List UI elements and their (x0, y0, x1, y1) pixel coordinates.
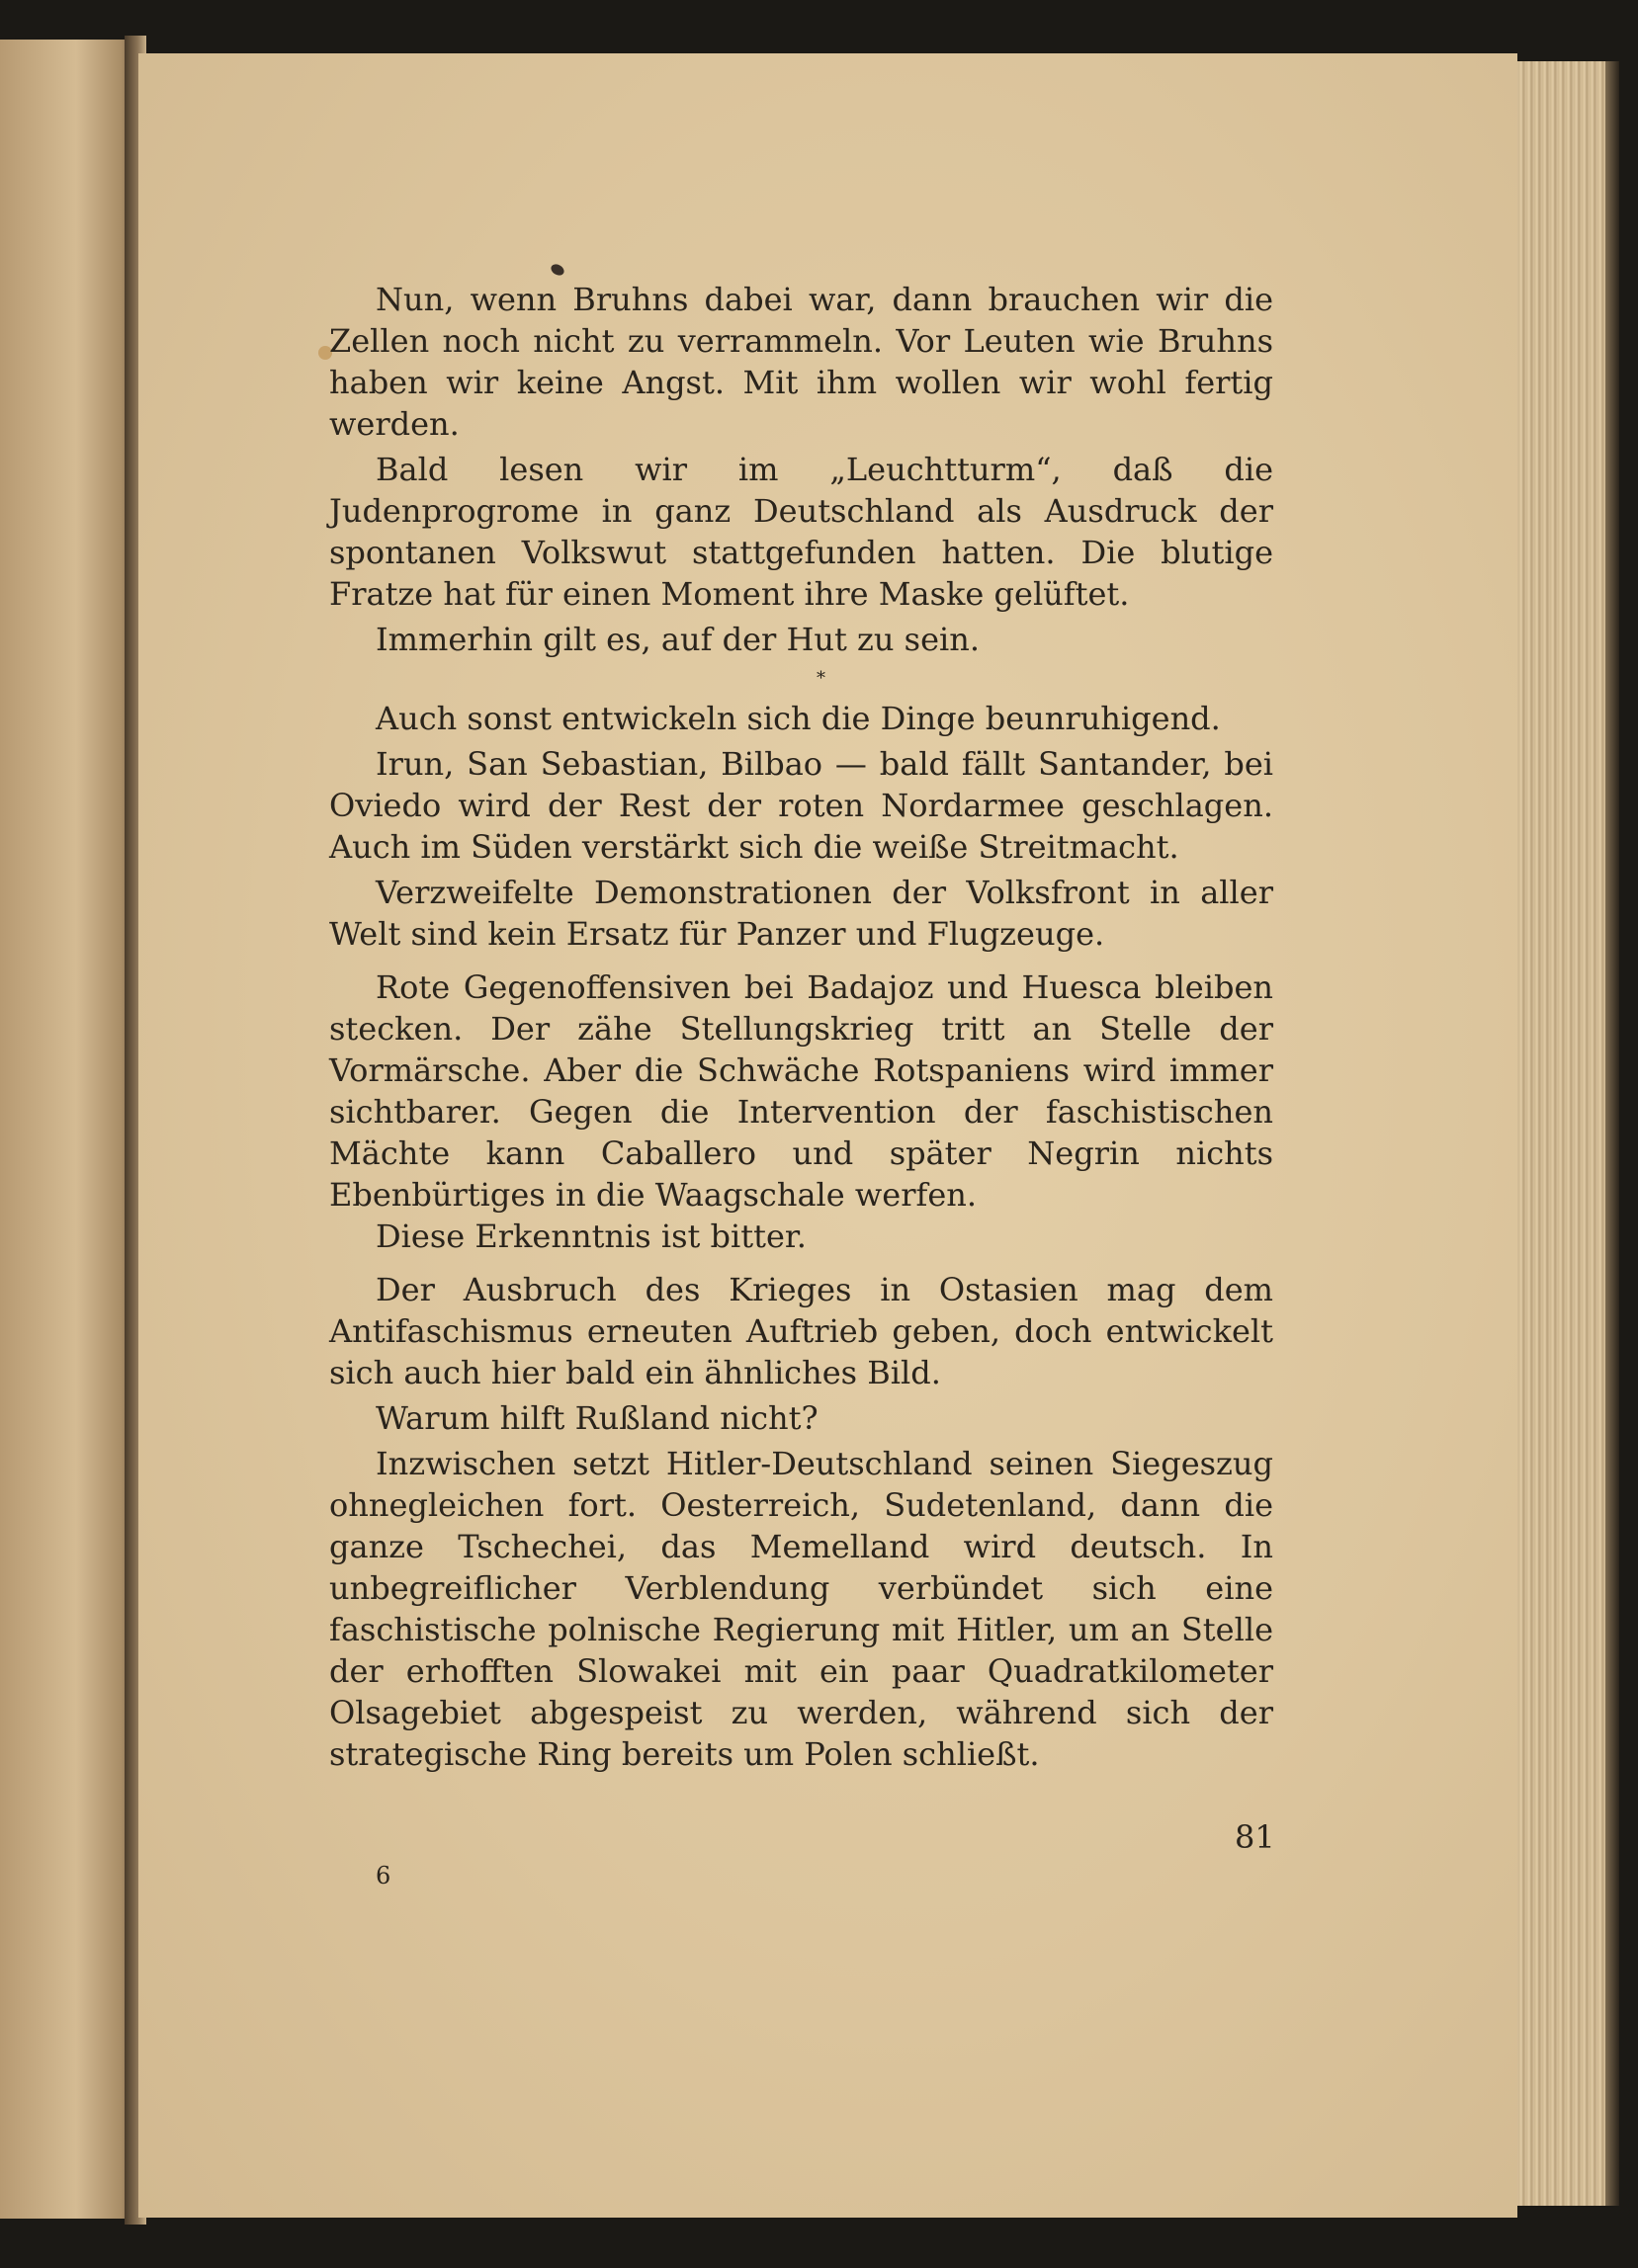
paragraph: Nun, wenn Bruhns dabei war, dann brauchen wir die Zellen noch nicht zu verrammeln. Vor Leuten wie Bruhns haben wir keine Angst. Mit ihm wollen wir wohl fertig werden. (329, 281, 1273, 443)
page-number: 81 (1235, 1818, 1275, 1856)
paragraph: Immerhin gilt es, auf der Hut zu sein. (376, 621, 981, 658)
left-page-edge (0, 40, 138, 2219)
signature-mark: 6 (376, 1862, 391, 1890)
paragraph: Diese Erkenntnis ist bitter. (376, 1218, 807, 1255)
paragraph: Bald lesen wir im „Leuchtturm“, daß die Judenprogrome in ganz Deutschland als Ausdruck der spontanen Volkswut stattgefunden hatten. Die blutige Fratze hat für einen Moment ihre Maske gelüftet. (329, 451, 1273, 613)
paragraph: Der Ausbruch des Krieges in Ostasien mag dem Antifaschismus erneuten Auftrieb geben, doch entwickelt sich auch hier bald ein ähnliches Bild. (329, 1271, 1273, 1391)
paragraph: Warum hilft Rußland nicht? (376, 1399, 819, 1437)
section-separator: * (817, 668, 825, 689)
page-stack-edges (1510, 61, 1619, 2206)
paragraph: Rote Gegenoffensiven bei Badajoz und Huesca bleiben stecken. Der zähe Stellungskrieg tritt an Stelle der Vormärsche. Aber die Schwäche Rotspaniens wird immer sichtbarer. Gegen die Intervention der faschistischen Mächte kann Caballero und später Negrin nichts Ebenbürtiges in die Waagschale werfen. (329, 968, 1273, 1214)
paragraph: Verzweifelte Demonstrationen der Volksfront in aller Welt sind kein Ersatz für Panzer und Flugzeuge. (329, 874, 1273, 953)
paragraph: Auch sonst entwickeln sich die Dinge beunruhigend. (376, 700, 1221, 737)
paragraph: Irun, San Sebastian, Bilbao — bald fällt Santander, bei Oviedo wird der Rest der roten Nordarmee geschlagen. Auch im Süden verstärkt sich die weiße Streitmacht. (329, 745, 1273, 866)
page-text (329, 279, 1273, 1775)
paragraph: Inzwischen setzt Hitler-Deutschland seinen Siegeszug ohnegleichen fort. Oesterreich, Sudetenland, dann die ganze Tschechei, das Memelland wird deutsch. In unbegreiflicher Verblendung verbündet sich eine faschistische polnische Regierung mit Hitler, um an Stelle der erhofften Slowakei mit ein paar Quadratkilometer Olsagebiet abgespeist zu werden, während sich der strategische Ring bereits um Polen schließt. (329, 1445, 1273, 1773)
